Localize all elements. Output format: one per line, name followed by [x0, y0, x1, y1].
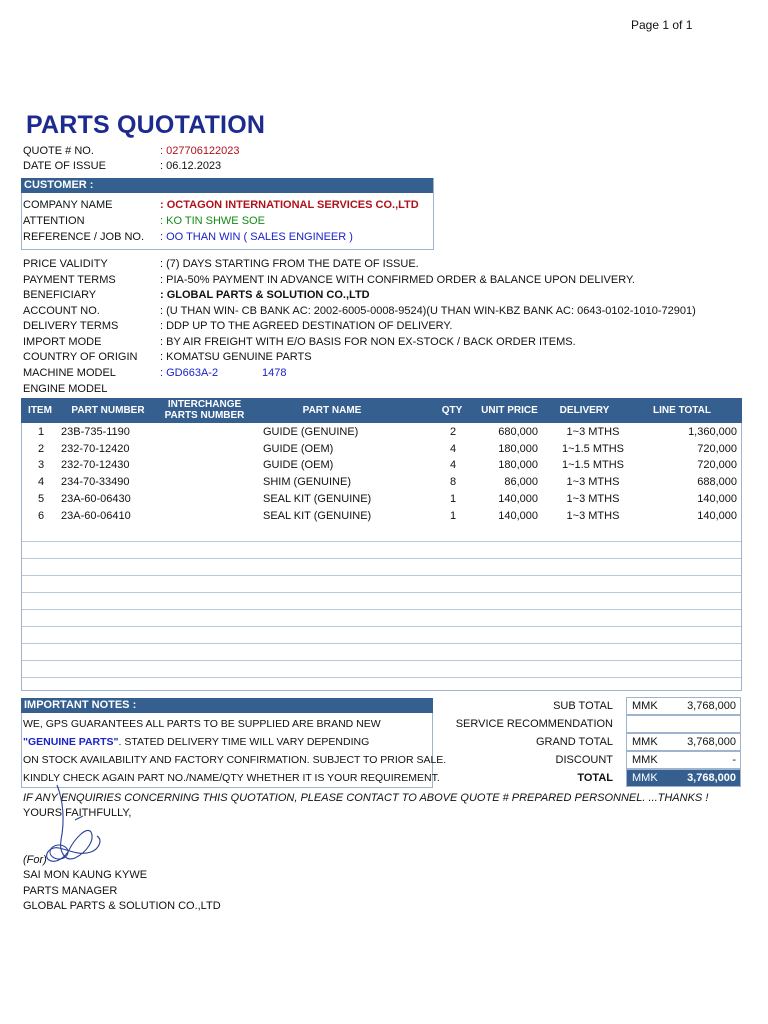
- row-part-number: 232-70-12420: [61, 443, 130, 455]
- term-label: COUNTRY OF ORIGIN: [23, 351, 138, 363]
- discount-label: DISCOUNT: [555, 754, 613, 766]
- parts-table-body: [21, 423, 742, 691]
- col-qty: QTY: [441, 405, 463, 416]
- row-divider: [22, 660, 741, 661]
- row-line-total: 1,360,000: [688, 426, 737, 438]
- reference-value: : OO THAN WIN ( SALES ENGINEER ): [160, 231, 353, 243]
- signature-icon: [35, 780, 115, 875]
- note-line-rest: . STATED DELIVERY TIME WILL VARY DEPENDING: [118, 736, 370, 748]
- grand-total-currency: MMK: [632, 736, 658, 748]
- row-item: 6: [37, 510, 45, 522]
- machine-model: : GD663A-2: [160, 367, 219, 379]
- row-qty: 1: [449, 510, 457, 522]
- row-delivery: 1~3 MTHS: [566, 493, 620, 505]
- closing: YOURS FAITHFULLY,: [23, 807, 132, 819]
- col-delivery: DELIVERY: [559, 405, 610, 416]
- attention-name: : KO TIN SHWE SOE: [160, 215, 265, 227]
- machine-model-label: MACHINE MODEL: [23, 367, 116, 379]
- row-unit-price: 680,000: [498, 426, 538, 438]
- grand-total-amount: 3,768,000: [687, 736, 736, 748]
- row-part-number: 234-70-33490: [61, 476, 130, 488]
- row-divider: [22, 592, 741, 593]
- row-qty: 1: [449, 493, 457, 505]
- note-line: ON STOCK AVAILABILITY AND FACTORY CONFIRMATION. SUBJECT TO PRIOR SALE.: [23, 754, 447, 766]
- term-label: BENEFICIARY: [23, 289, 97, 301]
- row-item: 4: [37, 476, 45, 488]
- discount-currency: MMK: [632, 754, 658, 766]
- term-label: PRICE VALIDITY: [23, 258, 108, 270]
- row-unit-price: 140,000: [498, 493, 538, 505]
- row-delivery: 1~3 MTHS: [566, 476, 620, 488]
- total-amount: 3,768,000: [687, 772, 736, 784]
- col-unit-price: UNIT PRICE: [481, 405, 538, 416]
- subtotal-label: SUB TOTAL: [553, 700, 613, 712]
- notes-heading: IMPORTANT NOTES :: [21, 698, 433, 713]
- row-delivery: 1~1.5 MTHS: [561, 459, 625, 471]
- term-value: : (U THAN WIN- CB BANK AC: 2002-6005-0008-9524)(U THAN WIN-KBZ BANK AC: 0643-0102-1010-72901): [160, 305, 696, 317]
- subtotal-amount: 3,768,000: [687, 700, 736, 712]
- row-part-name: SEAL KIT (GENUINE): [263, 493, 372, 505]
- term-value: : DDP UP TO THE AGREED DESTINATION OF DELIVERY.: [160, 320, 453, 332]
- term-label: IMPORT MODE: [23, 336, 102, 348]
- row-delivery: 1~1.5 MTHS: [561, 443, 625, 455]
- row-item: 2: [37, 443, 45, 455]
- col-part-name: PART NAME: [302, 405, 362, 416]
- reference-label: REFERENCE / JOB NO.: [23, 231, 145, 243]
- page-number: Page 1 of 1: [631, 18, 693, 32]
- term-value: : (7) DAYS STARTING FROM THE DATE OF ISSUE.: [160, 258, 419, 270]
- row-part-name: GUIDE (OEM): [263, 459, 334, 471]
- row-unit-price: 140,000: [498, 510, 538, 522]
- term-label: DELIVERY TERMS: [23, 320, 119, 332]
- total-currency: MMK: [632, 772, 658, 784]
- attention-label: ATTENTION: [23, 215, 85, 227]
- note-line: KINDLY CHECK AGAIN PART NO./NAME/QTY WHETHER IT IS YOUR REQUIREMENT.: [23, 772, 440, 784]
- row-divider: [22, 541, 741, 542]
- row-part-name: GUIDE (GENUINE): [263, 426, 359, 438]
- row-part-number: 23A-60-06430: [61, 493, 131, 505]
- service-recommendation-label: SERVICE RECOMMENDATION: [455, 718, 613, 730]
- quote-number: : 027706122023: [160, 145, 240, 157]
- row-unit-price: 86,000: [504, 476, 538, 488]
- row-qty: 4: [449, 443, 457, 455]
- row-divider: [22, 626, 741, 627]
- enquiry-note: IF ANY ENQUIRIES CONCERNING THIS QUOTATION, PLEASE CONTACT TO ABOVE QUOTE # PREPARED PERSONNEL. ...THANKS !: [23, 792, 709, 804]
- company-label: COMPANY NAME: [23, 199, 113, 211]
- quote-label: QUOTE # NO.: [23, 145, 94, 157]
- row-part-number: 23A-60-06410: [61, 510, 131, 522]
- col-interchange-line2: PARTS NUMBER: [164, 410, 245, 421]
- row-unit-price: 180,000: [498, 459, 538, 471]
- subtotal-currency: MMK: [632, 700, 658, 712]
- term-value: : PIA-50% PAYMENT IN ADVANCE WITH CONFIRMED ORDER & BALANCE UPON DELIVERY.: [160, 274, 635, 286]
- signatory-position: PARTS MANAGER: [23, 885, 118, 897]
- machine-serial: 1478: [262, 367, 287, 379]
- term-value: : BY AIR FREIGHT WITH E/O BASIS FOR NON EX-STOCK / BACK ORDER ITEMS.: [160, 336, 576, 348]
- row-item: 5: [37, 493, 45, 505]
- discount-amount: -: [732, 754, 736, 766]
- parts-table-header: [21, 398, 742, 423]
- note-line: [23, 736, 369, 748]
- row-divider: [22, 558, 741, 559]
- note-line: WE, GPS GUARANTEES ALL PARTS TO BE SUPPLIED ARE BRAND NEW: [23, 718, 381, 730]
- row-part-number: 232-70-12430: [61, 459, 130, 471]
- row-part-name: SEAL KIT (GENUINE): [263, 510, 372, 522]
- row-qty: 2: [449, 426, 457, 438]
- row-divider: [22, 609, 741, 610]
- term-label: PAYMENT TERMS: [23, 274, 116, 286]
- row-line-total: 140,000: [697, 493, 737, 505]
- term-label: ACCOUNT NO.: [23, 305, 100, 317]
- row-unit-price: 180,000: [498, 443, 538, 455]
- row-divider: [22, 643, 741, 644]
- term-value: : GLOBAL PARTS & SOLUTION CO.,LTD: [160, 289, 370, 301]
- col-interchange: [157, 399, 252, 424]
- row-line-total: 720,000: [697, 459, 737, 471]
- row-divider: [22, 677, 741, 678]
- row-qty: 4: [449, 459, 457, 471]
- row-line-total: 140,000: [697, 510, 737, 522]
- col-line-total: LINE TOTAL: [653, 405, 711, 416]
- col-part-number: PART NUMBER: [71, 405, 145, 416]
- col-item: ITEM: [28, 405, 52, 416]
- service-box: [626, 715, 741, 733]
- customer-heading: CUSTOMER :: [21, 178, 433, 193]
- total-label: TOTAL: [577, 772, 613, 784]
- row-delivery: 1~3 MTHS: [566, 426, 620, 438]
- row-item: 1: [37, 426, 45, 438]
- engine-model-label: ENGINE MODEL: [23, 383, 108, 395]
- signatory-company: GLOBAL PARTS & SOLUTION CO.,LTD: [23, 900, 221, 912]
- row-part-number: 23B-735-1190: [61, 426, 130, 438]
- row-item: 3: [37, 459, 45, 471]
- row-qty: 8: [449, 476, 457, 488]
- col-interchange-line1: INTERCHANGE: [167, 399, 242, 410]
- term-value: : KOMATSU GENUINE PARTS: [160, 351, 312, 363]
- row-divider: [22, 575, 741, 576]
- row-line-total: 688,000: [697, 476, 737, 488]
- row-line-total: 720,000: [697, 443, 737, 455]
- grand-total-label: GRAND TOTAL: [535, 736, 613, 748]
- for-label: (For): [23, 854, 47, 866]
- row-delivery: 1~3 MTHS: [566, 510, 620, 522]
- row-part-name: SHIM (GENUINE): [263, 476, 351, 488]
- company-name: : OCTAGON INTERNATIONAL SERVICES CO.,LTD: [160, 199, 419, 211]
- date-of-issue: : 06.12.2023: [160, 160, 222, 172]
- signatory-name: SAI MON KAUNG KYWE: [23, 869, 148, 881]
- document-title: PARTS QUOTATION: [26, 111, 266, 139]
- date-label: DATE OF ISSUE: [23, 160, 106, 172]
- row-part-name: GUIDE (OEM): [263, 443, 334, 455]
- genuine-parts-emphasis: "GENUINE PARTS": [23, 736, 119, 748]
